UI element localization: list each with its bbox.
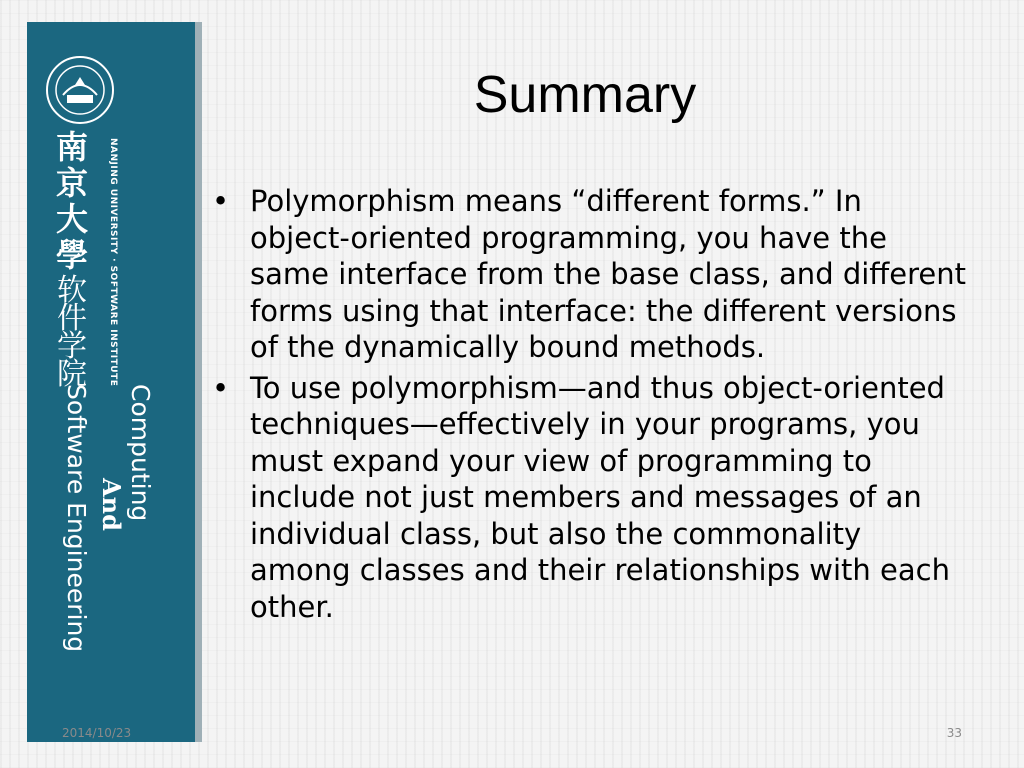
cn-char: 京 <box>55 164 88 202</box>
bullet-marker: • <box>212 184 230 218</box>
bullet-text: Polymorphism means “different forms.” In object-oriented programming, you have the same interface from the base class, and different forms using that interface: the different versions of the dynamically bound methods. <box>250 184 966 364</box>
cn-char: 学 <box>57 329 87 364</box>
cn-char: 软 <box>57 273 87 308</box>
bullet-marker: • <box>212 370 230 405</box>
bullet-text: To use polymorphism—and thus object-oriented techniques—effectively in your programs, you must expand your view of programming to include not just members and messages of an individual class, but also the commonality among classes and their relationships with each other. <box>250 370 950 624</box>
page-number: 33 <box>946 726 962 740</box>
cn-char: 學 <box>55 236 88 274</box>
department-name <box>52 378 162 708</box>
dept-computing: Computing <box>126 384 155 522</box>
university-chinese-name <box>55 128 105 392</box>
cn-char: 南 <box>55 128 88 166</box>
university-seal-icon <box>45 55 115 125</box>
bullet-item <box>210 183 970 366</box>
cn-char: 院 <box>57 357 87 392</box>
cn-char: 大 <box>55 200 88 238</box>
bullet-list <box>210 183 970 629</box>
slide-title: Summary <box>473 66 697 124</box>
dept-software-engineering: Software Engineering <box>62 384 91 653</box>
bullet-item <box>210 370 970 626</box>
footer-date: 2014/10/23 <box>62 726 132 740</box>
dept-and: And <box>97 478 126 531</box>
cn-char: 件 <box>57 301 87 336</box>
university-english-name: NANJING UNIVERSITY · SOFTWARE INSTITUTE <box>108 138 118 387</box>
